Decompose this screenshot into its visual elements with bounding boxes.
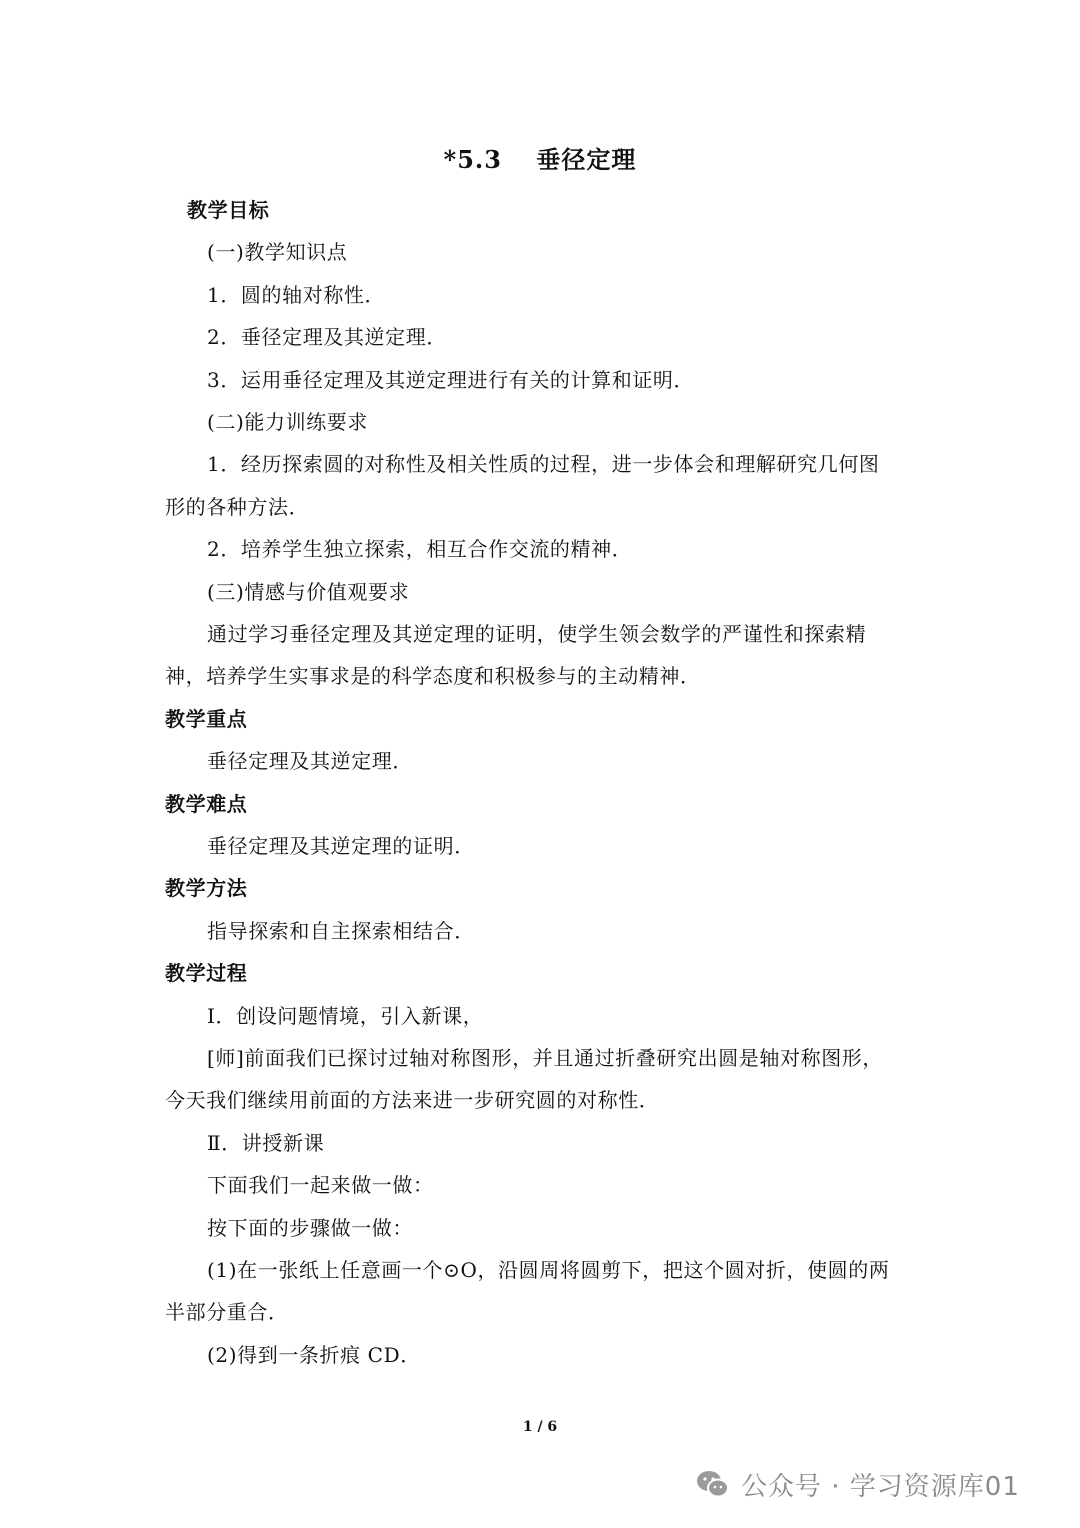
text-line: Ⅱ．讲授新课 (207, 1130, 325, 1155)
text-line: Ⅰ．创设问题情境，引入新课， (207, 1003, 484, 1028)
text-line: 今天我们继续用前面的方法来进一步研究圆的对称性． (165, 1088, 660, 1113)
wechat-icon (695, 1466, 731, 1502)
text-line: 垂径定理及其逆定理的证明． (207, 834, 475, 858)
text-line: 指导探索和自主探索相结合． (207, 918, 475, 943)
text-line: 1．经历探索圆的对称性及相关性质的过程，进一步体会和理解研究几何图 (207, 452, 880, 477)
text-line: 形的各种方法． (165, 494, 310, 519)
watermark (695, 1462, 1020, 1506)
text-line: (1)在一张纸上任意画一个⊙O，沿圆周将圆剪下，把这个圆对折，使圆的两 (207, 1258, 890, 1282)
text-line: 下面我们一起来做一做： (207, 1173, 434, 1198)
text-line: 垂径定理及其逆定理． (207, 749, 413, 774)
watermark-text: 公众号 · 学习资源库01 (741, 1471, 1020, 1502)
text-line: (2)得到一条折痕 CD． (207, 1342, 421, 1367)
text-line: 半部分重合． (165, 1300, 289, 1325)
text-line: 通过学习垂径定理及其逆定理的证明，使学生领会数学的严谨性和探索精 (207, 622, 867, 646)
page-number: 1 / 6 (522, 1419, 558, 1435)
section-heading: 教学目标 (187, 198, 270, 222)
text-line: 3．运用垂径定理及其逆定理进行有关的计算和证明． (207, 367, 695, 392)
text-line: (一)教学知识点 (207, 240, 348, 265)
section-heading: 教学重点 (165, 706, 248, 731)
text-line: [师]前面我们已探讨过轴对称图形，并且通过折叠研究出圆是轴对称图形， (207, 1046, 884, 1070)
text-line: 1．圆的轴对称性． (207, 282, 386, 307)
text-line: (二)能力训练要求 (207, 410, 369, 434)
text-line: (三)情感与价值观要求 (207, 579, 410, 604)
text-line: 2．培养学生独立探索，相互合作交流的精神． (207, 537, 633, 562)
text-line: 神，培养学生实事求是的科学态度和积极参与的主动精神． (165, 664, 701, 689)
section-heading: 教学方法 (165, 876, 248, 901)
section-heading: 教学难点 (165, 791, 248, 816)
text-line: 2．垂径定理及其逆定理． (207, 325, 447, 350)
text-line: 按下面的步骤做一做： (207, 1215, 413, 1240)
document-title: *5.3 垂径定理 (443, 145, 637, 174)
section-heading: 教学过程 (165, 961, 248, 986)
